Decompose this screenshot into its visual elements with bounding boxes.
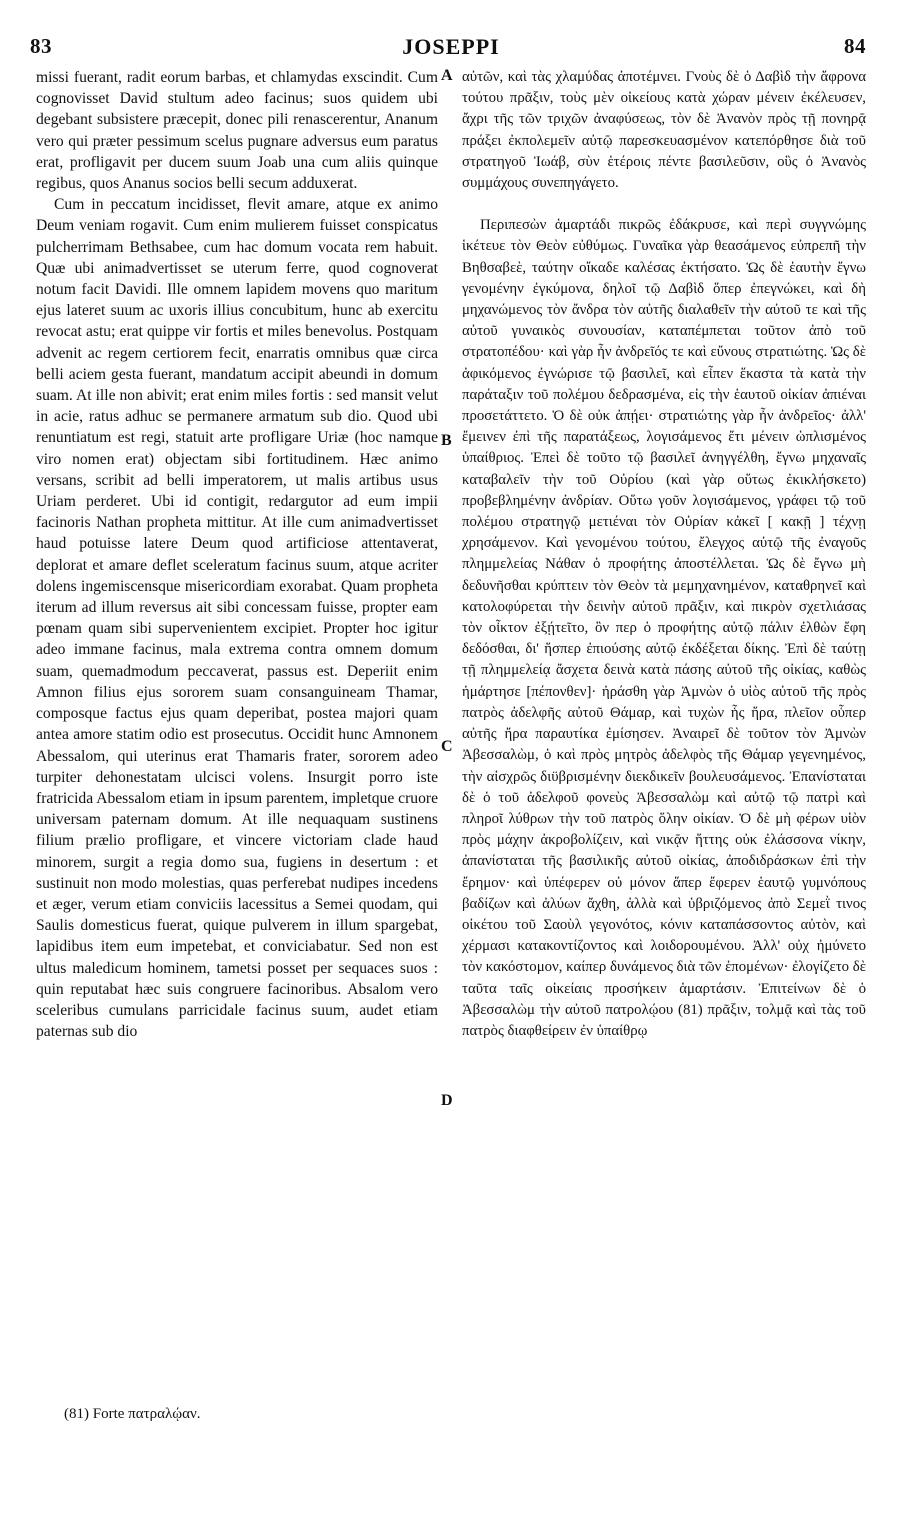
greek-paragraph: αὐτῶν, καὶ τὰς χλαμύδας ἀποτέμνει. Γνοὺς δὲ ὁ Δαβὶδ τὴν ἄφρονα τούτου πρᾶξιν, τοὺς μὲν οἰκείους κατὰ χώραν μένειν ἐκέλευσεν, ἄχρι τῆς τῶν τριχῶν ἀναφύσεως, τὸν δὲ Ἀνανὸν πρὸς τῇ πονηρᾷ πράξει ἐκπολεμεῖν αὐτῷ παρεσκευασμένον κατεπόρθησε διὰ τοῦ στρατηγοῦ Ἰωάβ, σὺν ἑτέροις πέντε βασιλεῦσιν, οὓς ὁ Ἀνανὸς συμμάχους συνεπηγάγετο. <box>462 69 866 192</box>
latin-column <box>36 67 438 1042</box>
section-marker-d: D <box>441 1092 453 1109</box>
latin-paragraph: Cum in peccatum incidisset, flevit amare, atque ex animo Deum veniam rogavit. Cum enim mulierem fuisset conspicatus pulcherrimam Bethsabee, cum hac domum vocata rem habuit. Quæ ubi animadvertisset se uterum ferre, quod cognoverat notum facit Davidi. Ille omnem lapidem movens quo maritum ejus lateret suum ac uxoris illius concubitum, hunc ab exercitu revocat astu; erat quippe vir fortis et miles benevolus. Postquam advenit ac regem certiorem fecit, enarratis omnibus quæ circa belli aciem gesta fuerant, mandatum accipit abeundi in domum suam. At ille non abivit; erat enim miles fortis : sed mansit velut in acie, ratus adhuc se permanere armatum sub dio. Quod ubi renuntiatum est regi, statuit arte profligare Uriæ (hoc namque viro nomen erat) objectam sibi fortitudinem. Hæc animo versans, scribit ad belli imperatorem, ut malis artibus usus Uriam perderet. Ubi id contigit, redargutor ad eum impii facinoris Nathan propheta mittitur. At ille cum animadvertisset haud potuisse latere Deum quod artificiose attentaverat, deplorat et amare deflet sceleratum facinus suum, atque acriter dolens ingemiscensque misericordiam exorabat. Quam propheta iterum ad illum reversus ait sibi concessam fuisse, propter eam pœnam quam sibi supervenientem excipiet. Propter hoc igitur adeo immane facinus, mala extrema contra omnem domum suam, quemadmodum peccaverat, passus est. Deperiit enim Amnon filius ejus sororem suam consanguineam Thamar, composque factus ejus quam deperibat, postea majori quam antea amore statim odio est prosecutus. Occidit hunc Amnonem Abessalom, qui uterinus erat Thamaris frater, sororem adeo turpiter dehonestatam ulcisci volens. Insurgit porro iste fratricida Abessalom etiam in ipsum parentem, impletque cruore universam paternam domum. At ille nequaquam sustinens filium prælio profligare, et vincere victoriam clade haud minorem, surgit a regia domo sua, fugiens in desertum : et sustinuit non modo molestias, quas perferebat nudipes incedens et æger, verum etiam conviciis lacessitus a Semei quodam, qui Saulis domesticus fuerat, quique pulverem in illum spargebat, lapidibus item eum impetebat, et conviciabatur. Sed non est ultus maledicum hominem, tametsi posset per sequaces suos : quin reputabat hæc suis congruere facinoribus. Absalom vero sceleribus cumulans parricidale facinus suum, audet etiam paternas sub dio <box>36 196 438 1041</box>
greek-paragraph: Περιπεσὼν ἁμαρτάδι πικρῶς ἐδάκρυσε, καὶ περὶ συγγνώμης ἱκέτευε τὸν Θεὸν εὐθύμως. Γυναῖκα γὰρ θεασάμενος εὐπρεπῆ τὴν Βηθσαβεὲ, ταύτην οἴκαδε καλέσας ἐκτήσατο. Ὡς δὲ ἑαυτὴν ἔγνω γενομένην ἐγκύμονα, δηλοῖ τῷ Δαβὶδ ὅπερ ἐπεγνώκει, καὶ δὴ μηχανώμενος τὸν ἄνδρα τὸν αὐτῆς διαλαθεῖν τὴν αὐτοῦ τε καὶ τῆς αὐτοῦ γυναικὸς συνουσίαν, καταπέμπεται τοῦτον ἀπὸ τοῦ στρατοπέδου· καὶ γὰρ ἦν ἀνδρεῖός τε καὶ εὔνους στρατιώτης. Ὡς δὲ ἀφικόμενος ἐγνώρισε τῷ βασιλεῖ, καὶ εἶπεν ἕκαστα τὰ κατὰ τὴν παράταξιν τοῦ πολέμου δεδρασμένα, εἰς τὴν ἑαυτοῦ οἰκίαν ἀπιέναι προσετάττετο. Ὁ δὲ οὐκ ἀπῄει· στρατιώτης γὰρ ἦν ἀνδρεῖος· ἀλλ' ἔμεινεν ἐπὶ τῆς παρατάξεως, λογισάμενος ἔτι μένειν ὡπλισμένος ὑπαίθριος. Ἐπεὶ δὲ τοῦτο τῷ βασιλεῖ ἀνηγγέλθη, ἔγνω μηχαναῖς καταβαλεῖν τὴν τοῦ Οὐρίου (καὶ γὰρ οὕτως ἐκικλήσκετο) προβεβλημένην ἀνδρίαν. Οὕτω γοῦν λογισάμενος, γράφει τῷ τοῦ πολέμου στρατηγῷ μετιέναι τὸν Οὐρίαν κἀκεῖ [ κακῇ ] τέχνῃ χρησάμενον. Καὶ γενομένου τούτου, ἔλεγχος αὐτῷ τῆς ἐναγοῦς πλημμελείας Νάθαν ὁ προφήτης ἀποστέλλεται. Ὡς δὲ ἔγνω μὴ δεδυνῆσθαι κρύπτειν τὸν Θεὸν τὰ μεμηχανημένον, καταθρηνεῖ καὶ κατολοφύρεται τὴν δεινὴν αὐτοῦ πρᾶξιν, καὶ πικρὸν σχετλιάσας τὸν οἶκτον ἐξῄτεῖτο, ὃν περ ὁ προφήτης αὐτῷ πάλιν ἐλθὼν ἔφη δεδόσθαι, δι' ἥσπερ ἐπιούσης αὐτῷ ἐκδέξεται δίκης. Ἐπὶ δὲ ταύτῃ τῇ πλημμελείᾳ ἄσχετα δεινὰ κατὰ πάσης αὐτοῦ τῆς οἰκίας, καθὼς ἡμάρτησε [πέπονθεν]· ἠράσθη γὰρ Ἀμνὼν ὁ υἱὸς αὐτοῦ τῆς πρὸς πατρὸς ἀδελφῆς αὐτοῦ Θάμαρ, καὶ τυχὼν ἧς ἤρα, πλεῖον οὗπερ αὐτῆς ἤρα παραυτίκα ἐμίσησεν. Ἀναιρεῖ δὲ τοῦτον τὸν Ἀμνὼν Ἀβεσσαλὼμ, ὁ καὶ πρὸς μητρὸς ἀδελφὸς τῆς Θάμαρ γεγενημένος, τὴν αἰσχρῶς διϋβρισμένην διεκδικεῖν βουλευσάμενος. Ἐπανίσταται δὲ ὁ τοῦ ἀδελφοῦ φονεὺς Ἀβεσσαλὼμ καὶ αὐτῷ τῷ πατρὶ καὶ πληροῖ λύθρων τὴν τοῦ πατρὸς ὅλην οἰκίαν. Ὁ δὲ μὴ φέρων υἱὸν πρὸς μάχην ἀκροβολίζειν, καὶ νικᾷν ἥττης οὐκ ἐλάσσονα νίκην, ἀπανίσταται τῆς βασιλικῆς αὐτοῦ οἰκίας, ἀποδιδράσκων ἐπὶ τὴν ἔρημον· καὶ ὑπέφερεν οὐ μόνον ἅπερ ἔφερεν ἑαυτῷ γυμνόπους βαδίζων καὶ ἀλύων ἄχθη, ἀλλὰ καὶ ὑβριζόμενος ἀπὸ Σεμεῒ τινος οἰκέτου τοῦ Σαοὺλ γεγονότος, κόνιν καταπάσσοντος αὐτὸν, καὶ χέρμασι κατακοντίζοντος καὶ λοιδορουμένου. Ἀλλ' οὐχ ἠμύνετο τὸν κακόστομον, καίπερ δυνάμενος διὰ τῶν ἑπομένων· ἐλογίζετο δὲ ταῦτα ταῖς οἰκείαις προσήκειν ἁμαρτάσιν. Ἐπιτείνων δὲ ὁ Ἀβεσσαλὼμ τὴν αὐτοῦ πατρολῴου (81) πρᾶξιν, τολμᾷ καὶ τὰς τοῦ πατρὸς διαφθείρειν ἐν ὑπαίθρῳ <box>462 217 866 1039</box>
greek-column <box>462 67 866 1042</box>
page-number-right: 84 <box>844 34 866 58</box>
running-title: JOSEPPI <box>402 34 500 59</box>
latin-paragraph: missi fuerant, radit eorum barbas, et chlamydas exscindit. Cum cognovisset David stultum adeo facinus; suos quidem ubi degebant subsistere præcepit, donec pili renascerentur, Ananum vero qui præter pessimum scelus pugnare adversus eum paratus erat, profligavit per ducem suum Joab una cum aliis quinque regibus, quos Ananus socios belli secum adduxerat. <box>36 69 438 193</box>
section-marker-c: C <box>441 738 453 755</box>
page-number-left: 83 <box>30 34 52 58</box>
section-marker-b: B <box>441 432 452 449</box>
page-header <box>0 34 902 64</box>
section-marker-a: A <box>441 67 453 84</box>
footnote: (81) Forte πατραλῴαν. <box>64 1406 201 1422</box>
